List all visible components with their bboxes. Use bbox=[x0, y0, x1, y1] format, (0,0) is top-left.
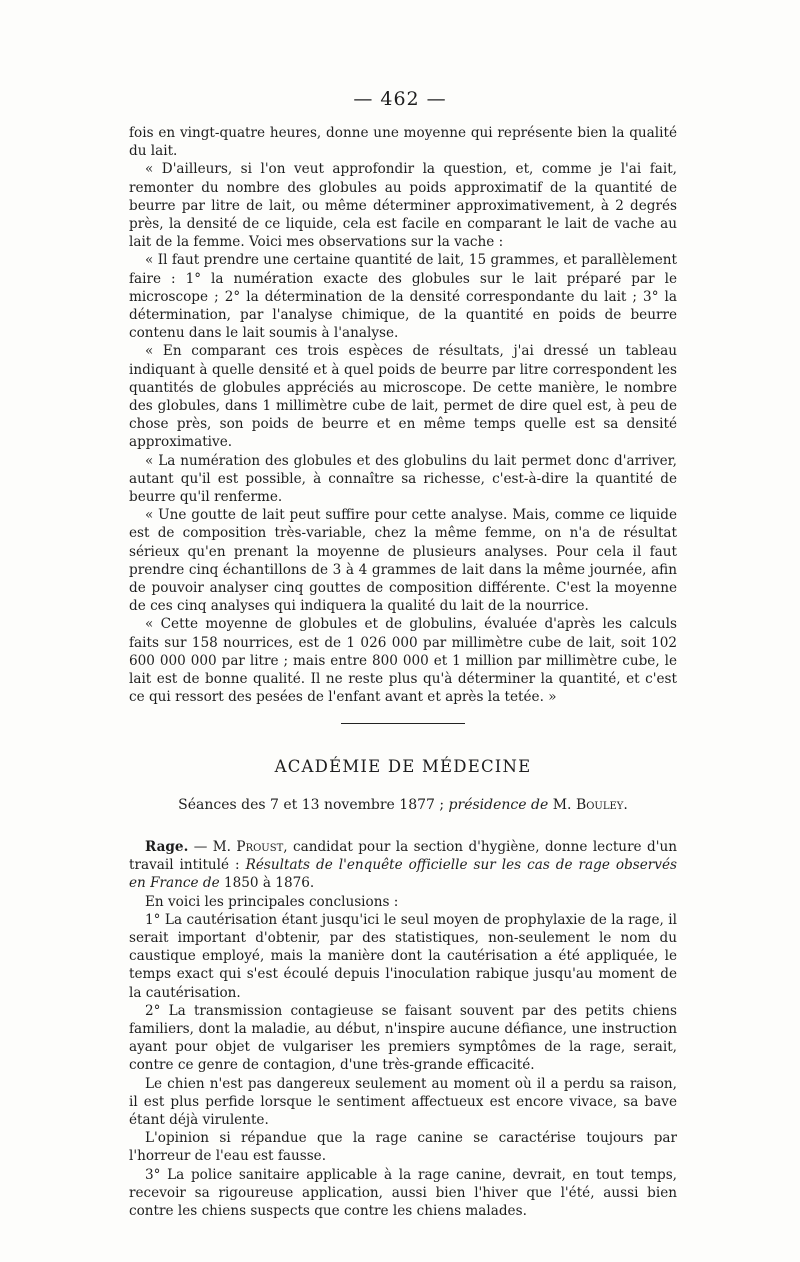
rage-paragraph bbox=[129, 838, 677, 893]
session-end: . bbox=[623, 796, 628, 813]
rage-work-title: Résultats de l'enquête officielle sur les cas de rage observés en France de bbox=[129, 857, 677, 892]
paragraph: « Cette moyenne de globules et de globulins, évaluée d'après les calculs faits sur 158 nourrices, est de 1 026 000 par millimètre cube de lait, soit 102 600 000 000 par litre ; mais entre 800 000 et 1 million par millimètre cube, le lait est de bonne qualité. Il ne reste plus qu'à déterminer la quantité, et c'est ce qui ressort des pesées de l'enfant avant et après la tetée. » bbox=[129, 616, 677, 706]
paragraph: « D'ailleurs, si l'on veut approfondir la question, et, comme je l'ai fait, remonter du nombre des globules au poids approximatif de la quantité de beurre par litre de lait, ou même déterminer approximativement, à 2 degrés près, la densité de ce liquide, cela est facile en comparant le lait de vache au lait de la femme. Voici mes observations sur la vache : bbox=[129, 161, 677, 251]
paragraph: Le chien n'est pas dangereux seulement au moment où il a perdu sa raison, il est plus perfide lorsque le sentiment affectueux est encore vivace, sa bave étant déjà virulente. bbox=[129, 1075, 677, 1128]
rage-dash: — M. bbox=[188, 838, 237, 855]
paragraph: « Il faut prendre une certaine quantité de lait, 15 grammes, et parallèlement faire : 1° la numération exacte des globules sur le lait préparé par le microscope ; 2° la détermination de la densité correspondante du lait ; 3° la détermination, par l'analyse chimique, de la quantité en poids de beurre contenu dans le lait soumis à l'analyse. bbox=[129, 252, 677, 342]
rage-label: Rage. bbox=[145, 838, 189, 855]
paragraph: 3° La police sanitaire applicable à la rage canine, devrait, en tout temps, recevoir sa rigoureuse application, aussi bien l'hiver que l'été, aussi bien contre les chiens suspects que contre les chiens malades. bbox=[129, 1166, 677, 1219]
rage-author: Proust bbox=[236, 838, 284, 855]
rage-lead: , candidat pour la section d'hygiène, donne lecture d'un travail intitulé : bbox=[129, 838, 677, 874]
paragraph: En voici les principales conclusions : bbox=[145, 893, 399, 910]
text-column bbox=[129, 124, 677, 1220]
paragraph: 2° La transmission contagieuse se faisant souvent par des petits chiens familiers, dont la maladie, au début, n'inspire aucune défiance, une instruction ayant pour objet de vulgariser les premiers symptômes de la rage, serait, contre ce genre de contagion, d'une très-grande efficacité. bbox=[129, 1002, 677, 1074]
session-dates: Séances des 7 et 13 novembre 1877 ; bbox=[178, 796, 449, 813]
rage-end: . bbox=[309, 875, 315, 892]
paragraph: L'opinion si répandue que la rage canine se caractérise toujours par l'horreur de l'eau est fausse. bbox=[129, 1130, 677, 1165]
rage-years: 1850 à 1876 bbox=[219, 875, 310, 892]
paragraph: « En comparant ces trois espèces de résultats, j'ai dressé un tableau indiquant à quelle densité et à quel poids de beurre par litre correspondent les quantités de globules appréciés au microscope. De cette manière, le nombre des globules, dans 1 millimètre cube de lait, permet de dire quel est, à peu de chose près, son poids de beurre et en même temps quelle est sa densité approximative. bbox=[129, 343, 677, 451]
paragraph: fois en vingt-quatre heures, donne une moyenne qui représente bien la qualité du lait. bbox=[129, 125, 677, 160]
paragraph: « La numération des globules et des globulins du lait permet donc d'arriver, autant qu'il est possible, à connaître sa richesse, c'est-à-dire la quantité de beurre qu'il renferme. bbox=[129, 452, 677, 506]
paragraph: 1° La cautérisation étant jusqu'ici le seul moyen de prophylaxie de la rage, il serait important d'obtenir, par des statistiques, non-seulement le nom du caustique employé, mais la manière dont la cautérisation a été appliquée, le temps exact qui s'est écoulé depuis l'inoculation rabique jusqu'au moment de la cautérisation. bbox=[129, 911, 677, 1001]
paragraph: « Une goutte de lait peut suffire pour cette analyse. Mais, comme ce liquide est de composition très-variable, chez la même femme, on n'a de résultat sérieux qu'en prenant la moyenne de plusieurs analyses. Pour cela il faut prendre cinq échantillons de 3 à 4 grammes de lait dans la même journée, afin de pouvoir analyser cinq gouttes de composition différente. C'est la moyenne de ces cinq analyses qui indiquera la qualité du lait de la nourrice. bbox=[129, 507, 677, 615]
session-president: Bouley bbox=[575, 796, 624, 813]
page-number: — 462 — bbox=[353, 88, 447, 110]
session-line bbox=[129, 796, 677, 814]
session-title: M. bbox=[548, 796, 576, 813]
section-title: ACADÉMIE DE MÉDECINE bbox=[274, 756, 532, 776]
session-presidency: présidence de bbox=[448, 796, 549, 813]
section-divider bbox=[341, 723, 465, 724]
